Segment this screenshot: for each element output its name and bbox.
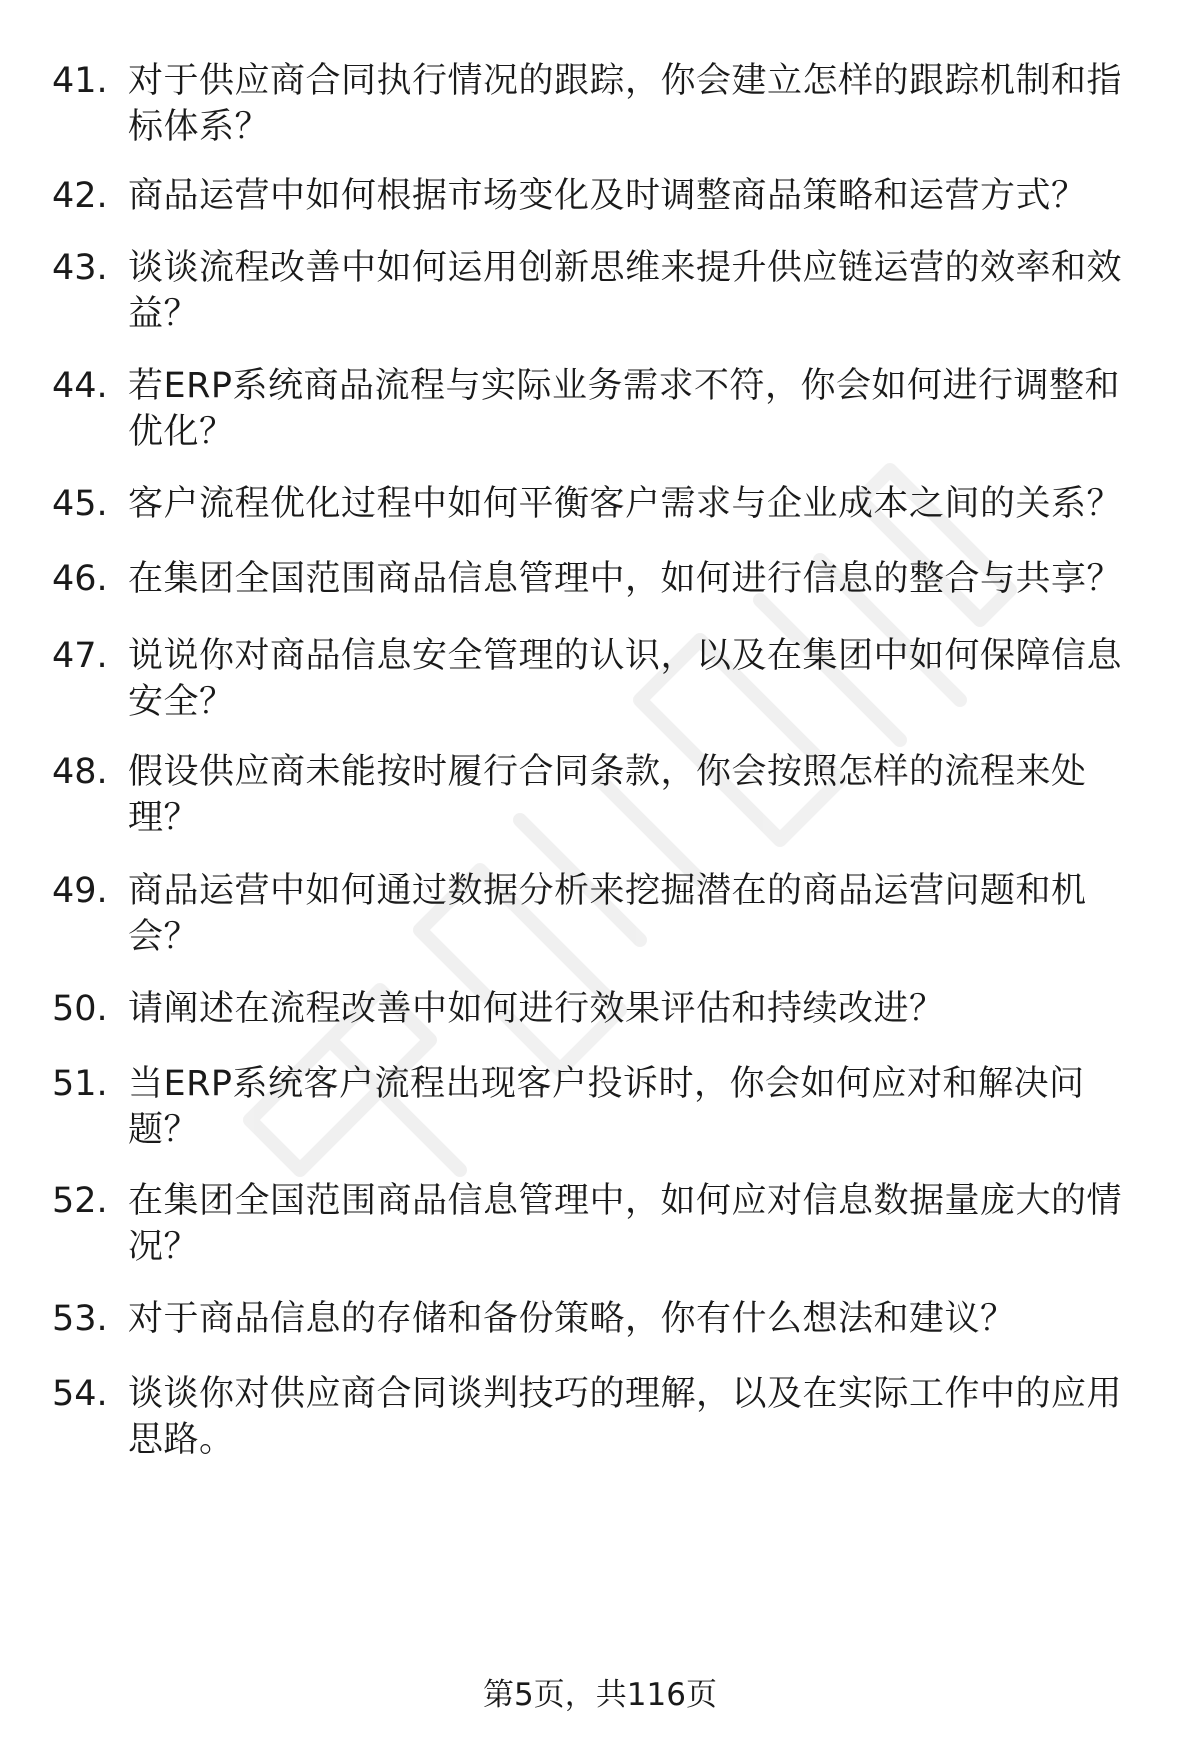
question-number: 53. bbox=[52, 1299, 108, 1339]
question-number: 41. bbox=[52, 61, 108, 101]
page-footer: 第5页，共116页 bbox=[483, 1677, 717, 1713]
question-number: 45. bbox=[52, 484, 108, 524]
question-number: 47. bbox=[52, 636, 108, 676]
question-text: 客户流程优化过程中如何平衡客户需求与企业成本之间的关系？ bbox=[128, 484, 1123, 524]
question-text: 对于供应商合同执行情况的跟踪，你会建立怎样的跟踪机制和指标体系？ bbox=[128, 61, 1123, 147]
question-number: 42. bbox=[52, 176, 108, 216]
question-number: 44. bbox=[52, 366, 108, 406]
question-text: 谈谈你对供应商合同谈判技巧的理解，以及在实际工作中的应用思路。 bbox=[128, 1374, 1123, 1460]
question-number: 43. bbox=[52, 248, 108, 288]
question-text: 若ERP系统商品流程与实际业务需求不符，你会如何进行调整和优化？ bbox=[128, 366, 1121, 452]
question-number: 48. bbox=[52, 752, 108, 792]
question-text: 在集团全国范围商品信息管理中，如何应对信息数据量庞大的情况？ bbox=[128, 1181, 1123, 1267]
question-text: 商品运营中如何根据市场变化及时调整商品策略和运营方式？ bbox=[128, 176, 1087, 216]
question-text: 假设供应商未能按时履行合同条款，你会按照怎样的流程来处理？ bbox=[128, 752, 1087, 838]
question-text: 在集团全国范围商品信息管理中，如何进行信息的整合与共享？ bbox=[128, 559, 1123, 599]
question-number: 54. bbox=[52, 1374, 108, 1414]
question-number: 52. bbox=[52, 1181, 108, 1221]
question-number: 51. bbox=[52, 1064, 108, 1104]
question-number: 49. bbox=[52, 871, 108, 911]
question-text: 说说你对商品信息安全管理的认识，以及在集团中如何保障信息安全？ bbox=[128, 636, 1123, 722]
question-text: 谈谈流程改善中如何运用创新思维来提升供应链运营的效率和效益？ bbox=[128, 248, 1123, 334]
question-text: 商品运营中如何通过数据分析来挖掘潜在的商品运营问题和机会？ bbox=[128, 871, 1087, 957]
question-number: 46. bbox=[52, 559, 108, 599]
question-text: 对于商品信息的存储和备份策略，你有什么想法和建议？ bbox=[128, 1299, 1016, 1339]
question-text: 请阐述在流程改善中如何进行效果评估和持续改进？ bbox=[128, 989, 945, 1029]
question-number: 50. bbox=[52, 989, 108, 1029]
question-text: 当ERP系统客户流程出现客户投诉时，你会如何应对和解决问题？ bbox=[128, 1064, 1085, 1150]
